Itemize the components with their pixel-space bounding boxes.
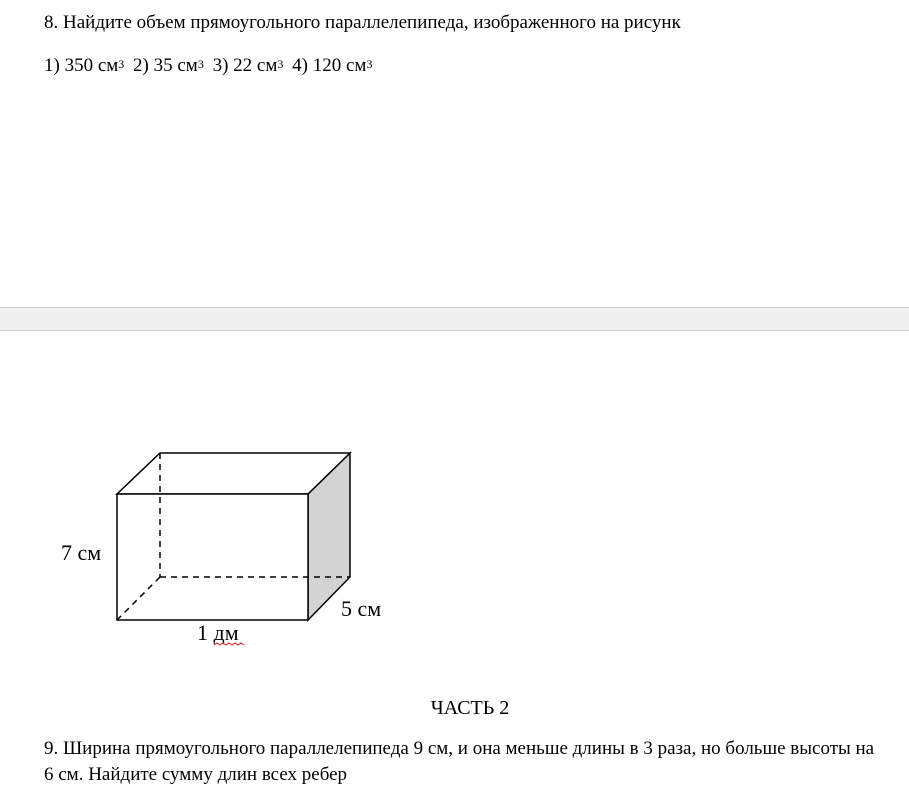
answer-option-4: 4) 120 $см^3$ — [292, 55, 373, 76]
section-heading: ЧАСТЬ 2 — [430, 697, 510, 719]
answer-option-2: 2) 35 $см^3$ — [133, 55, 204, 76]
depth-label: 5 см — [341, 596, 382, 621]
question-8-text: 8. Найдите объем прямоугольного параллелепипеда, изображенного на рисунк — [44, 12, 681, 33]
length-label: 1 дм — [197, 620, 239, 645]
answer-option-3: 3) 22 $см^3$ — [212, 55, 284, 76]
top-face — [117, 453, 350, 494]
height-label: 7 см — [61, 540, 102, 565]
answer-option-1: 1) 350 $см^3$ — [44, 55, 125, 76]
question-9-text: 9. Ширина прямоугольного параллелепипеда 9 см, и она меньше длины в 3 раза, но больше высоты на 6 см. Найдите сумму длин всех ребер — [44, 738, 875, 785]
front-face — [117, 494, 308, 620]
